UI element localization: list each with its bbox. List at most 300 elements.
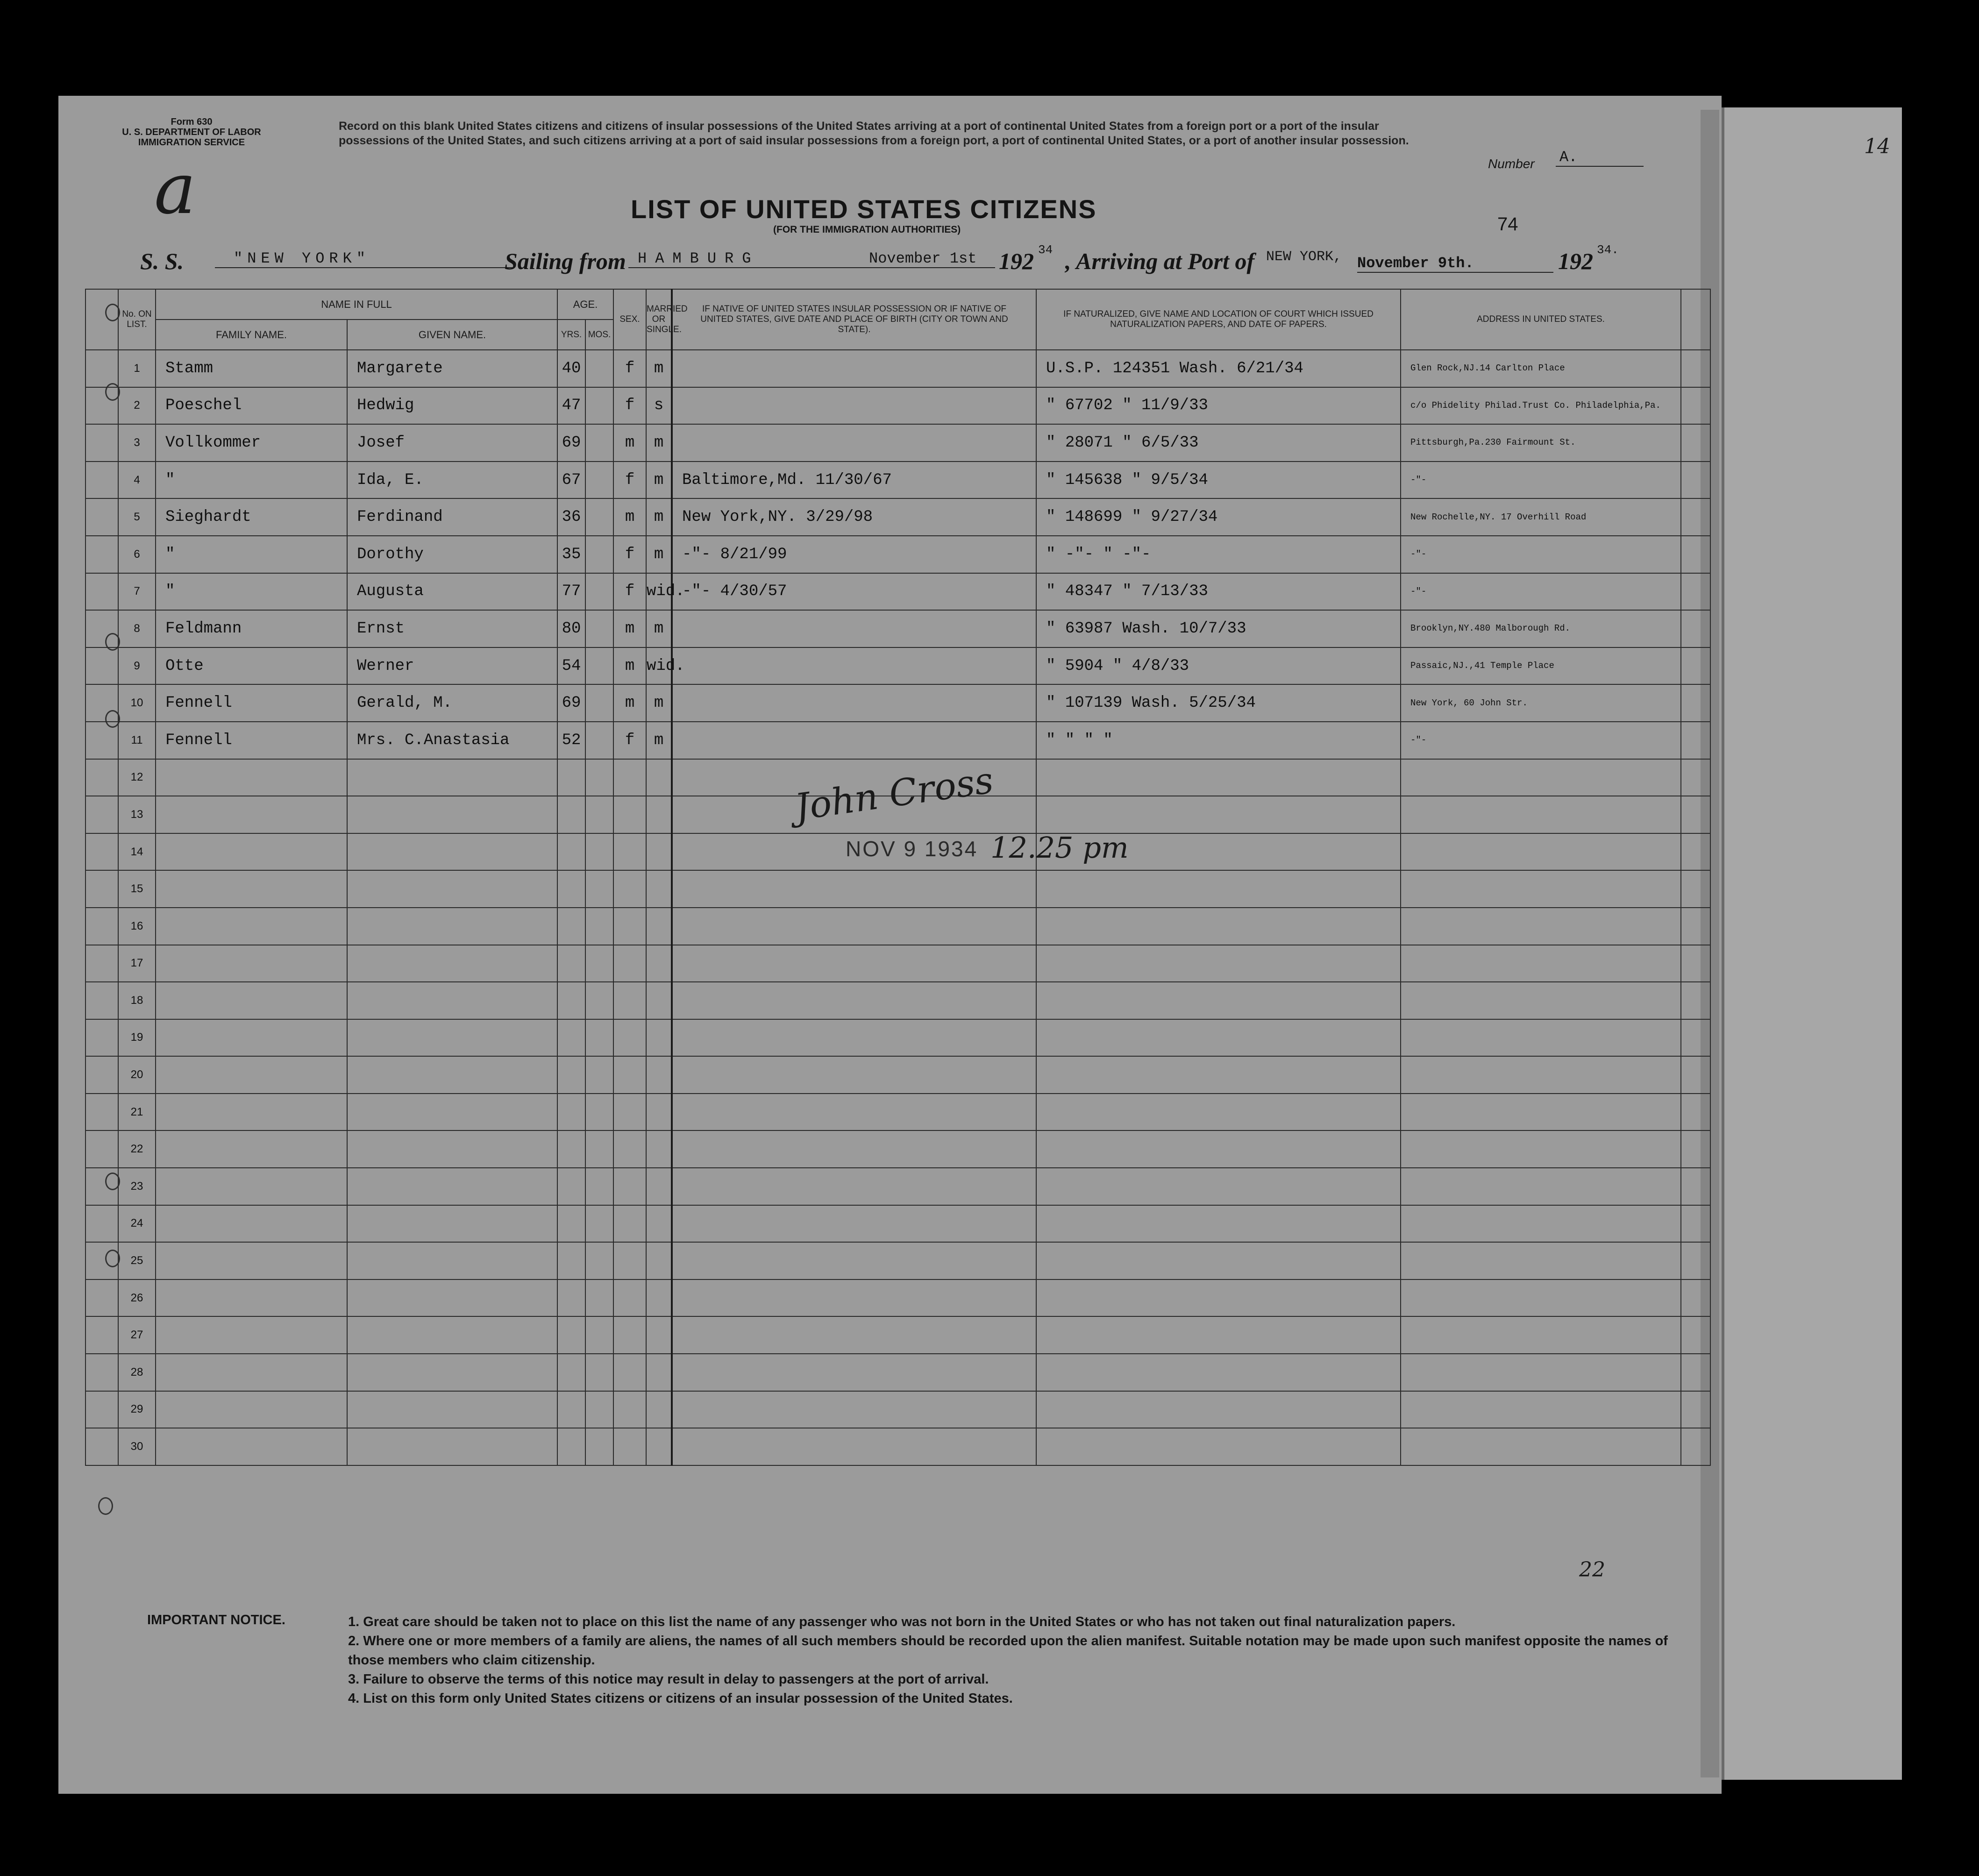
table-row bbox=[85, 498, 1710, 536]
sex-cell: m bbox=[613, 647, 646, 685]
naturalization-info-cell bbox=[1036, 1130, 1401, 1168]
naturalization-info-cell bbox=[1036, 1428, 1401, 1465]
margin-cell bbox=[85, 1354, 118, 1391]
age-years-cell bbox=[557, 945, 585, 982]
birth-info-cell bbox=[672, 1094, 1036, 1131]
birth-info-cell bbox=[672, 908, 1036, 945]
age-months-cell bbox=[585, 1428, 613, 1465]
marital-status-cell bbox=[646, 1168, 672, 1205]
marital-status-cell: wid. bbox=[646, 573, 672, 611]
age-years-cell bbox=[557, 982, 585, 1019]
address-cell bbox=[1401, 1019, 1681, 1057]
birth-info-cell bbox=[672, 1428, 1036, 1465]
given-name-cell bbox=[347, 908, 557, 945]
given-name-cell bbox=[347, 870, 557, 908]
row-number-cell: 23 bbox=[118, 1168, 156, 1205]
sex-cell bbox=[613, 1168, 646, 1205]
marital-status-cell: m bbox=[646, 350, 672, 387]
birth-info-cell: Baltimore,Md. 11/30/67 bbox=[672, 462, 1036, 499]
row-number-cell: 18 bbox=[118, 982, 156, 1019]
table-row bbox=[85, 1354, 1710, 1391]
margin-cell bbox=[85, 833, 118, 871]
sex-cell bbox=[613, 870, 646, 908]
birth-info-cell bbox=[672, 610, 1036, 647]
given-name-cell bbox=[347, 759, 557, 796]
age-years-cell bbox=[557, 1428, 585, 1465]
given-name-cell: Mrs. C.Anastasia bbox=[347, 722, 557, 759]
margin-right-cell bbox=[1681, 982, 1710, 1019]
family-name-cell bbox=[156, 870, 347, 908]
inspector-signature: John Cross bbox=[792, 759, 996, 829]
table-row bbox=[85, 982, 1710, 1019]
table-row bbox=[85, 908, 1710, 945]
age-months-cell bbox=[585, 1205, 613, 1243]
family-name-cell bbox=[156, 1242, 347, 1279]
family-name-cell: Poeschel bbox=[156, 387, 347, 425]
given-name-cell bbox=[347, 1205, 557, 1243]
family-name-cell bbox=[156, 1354, 347, 1391]
row-number-cell: 22 bbox=[118, 1130, 156, 1168]
family-name-cell: Vollkommer bbox=[156, 424, 347, 462]
margin-cell bbox=[85, 1019, 118, 1057]
table-row bbox=[85, 1056, 1710, 1094]
naturalization-info-cell: " 145638 " 9/5/34 bbox=[1036, 462, 1401, 499]
arrival-date: November 9th. bbox=[1357, 255, 1553, 273]
age-months-cell bbox=[585, 1130, 613, 1168]
marital-status-cell bbox=[646, 1094, 672, 1131]
sailing-year-overwrite: 34 bbox=[1038, 243, 1053, 257]
sailing-year: 192 bbox=[999, 248, 1034, 274]
margin-right-cell bbox=[1681, 462, 1710, 499]
table-row bbox=[85, 573, 1710, 611]
family-name-cell: Otte bbox=[156, 647, 347, 685]
margin-right-cell bbox=[1681, 387, 1710, 425]
margin-cell bbox=[85, 1242, 118, 1279]
table-row bbox=[85, 1391, 1710, 1428]
age-years-cell bbox=[557, 1354, 585, 1391]
address-cell bbox=[1401, 833, 1681, 871]
family-name-cell: Fennell bbox=[156, 722, 347, 759]
address-cell bbox=[1401, 908, 1681, 945]
col-sex-header: SEX. bbox=[613, 289, 646, 350]
sex-cell bbox=[613, 1094, 646, 1131]
naturalization-info-cell bbox=[1036, 759, 1401, 796]
address-cell bbox=[1401, 759, 1681, 796]
sex-cell bbox=[613, 1130, 646, 1168]
address-cell: Pittsburgh,Pa.230 Fairmount St. bbox=[1401, 424, 1681, 462]
sex-cell bbox=[613, 759, 646, 796]
sailing-date: November 1st bbox=[869, 250, 995, 268]
birth-info-cell bbox=[672, 982, 1036, 1019]
sex-cell: f bbox=[613, 722, 646, 759]
birth-info-cell: -"- 8/21/99 bbox=[672, 536, 1036, 573]
age-years-cell: 54 bbox=[557, 647, 585, 685]
naturalization-info-cell bbox=[1036, 870, 1401, 908]
given-name-cell: Ernst bbox=[347, 610, 557, 647]
given-name-cell: Ferdinand bbox=[347, 498, 557, 536]
margin-header bbox=[85, 289, 118, 350]
naturalization-info-cell bbox=[1036, 1019, 1401, 1057]
row-number-cell: 4 bbox=[118, 462, 156, 499]
birth-info-cell bbox=[672, 350, 1036, 387]
sex-cell bbox=[613, 1354, 646, 1391]
margin-cell bbox=[85, 870, 118, 908]
row-number-cell: 15 bbox=[118, 870, 156, 908]
given-name-cell bbox=[347, 945, 557, 982]
department-label: U. S. DEPARTMENT OF LABOR bbox=[122, 127, 261, 137]
age-years-cell bbox=[557, 1391, 585, 1428]
birth-info-cell: New York,NY. 3/29/98 bbox=[672, 498, 1036, 536]
table-row bbox=[85, 945, 1710, 982]
sex-cell bbox=[613, 1391, 646, 1428]
row-number-cell: 8 bbox=[118, 610, 156, 647]
family-name-cell: Feldmann bbox=[156, 610, 347, 647]
marital-status-cell bbox=[646, 833, 672, 871]
family-name-cell bbox=[156, 1205, 347, 1243]
margin-cell bbox=[85, 1205, 118, 1243]
birth-info-cell bbox=[672, 387, 1036, 425]
family-name-cell bbox=[156, 1316, 347, 1354]
row-number-cell: 3 bbox=[118, 424, 156, 462]
col-given-header: GIVEN NAME. bbox=[347, 320, 557, 350]
address-cell bbox=[1401, 945, 1681, 982]
row-number-cell: 16 bbox=[118, 908, 156, 945]
marital-status-cell: m bbox=[646, 424, 672, 462]
age-years-cell: 69 bbox=[557, 684, 585, 722]
given-name-cell: Hedwig bbox=[347, 387, 557, 425]
margin-cell bbox=[85, 796, 118, 833]
family-name-cell bbox=[156, 1391, 347, 1428]
marital-status-cell: m bbox=[646, 684, 672, 722]
age-years-cell: 69 bbox=[557, 424, 585, 462]
given-name-cell: Gerald, M. bbox=[347, 684, 557, 722]
birth-info-cell bbox=[672, 722, 1036, 759]
family-name-cell: " bbox=[156, 536, 347, 573]
margin-cell bbox=[85, 684, 118, 722]
marital-status-cell bbox=[646, 1428, 672, 1465]
marital-status-cell bbox=[646, 1354, 672, 1391]
naturalization-info-cell: " 107139 Wash. 5/25/34 bbox=[1036, 684, 1401, 722]
sex-cell bbox=[613, 1279, 646, 1317]
margin-right-cell bbox=[1681, 759, 1710, 796]
naturalization-info-cell bbox=[1036, 1242, 1401, 1279]
naturalization-info-cell bbox=[1036, 1316, 1401, 1354]
margin-right-cell bbox=[1681, 647, 1710, 685]
row-number-cell: 24 bbox=[118, 1205, 156, 1243]
address-cell bbox=[1401, 1094, 1681, 1131]
family-name-cell bbox=[156, 1056, 347, 1094]
margin-right-cell bbox=[1681, 945, 1710, 982]
birth-info-cell bbox=[672, 1130, 1036, 1168]
margin-cell bbox=[85, 759, 118, 796]
family-name-cell bbox=[156, 1130, 347, 1168]
arriving-label: , Arriving at Port of bbox=[1065, 248, 1255, 274]
row-number-cell: 28 bbox=[118, 1354, 156, 1391]
sex-cell bbox=[613, 1242, 646, 1279]
marital-status-cell: s bbox=[646, 387, 672, 425]
margin-right-cell bbox=[1681, 350, 1710, 387]
sex-cell: f bbox=[613, 350, 646, 387]
margin-cell bbox=[85, 908, 118, 945]
punch-hole-icon bbox=[98, 1497, 113, 1515]
sex-cell: f bbox=[613, 536, 646, 573]
row-number-cell: 11 bbox=[118, 722, 156, 759]
address-cell: -"- bbox=[1401, 573, 1681, 611]
birth-info-cell bbox=[672, 1205, 1036, 1243]
given-name-cell bbox=[347, 1279, 557, 1317]
marital-status-cell bbox=[646, 1130, 672, 1168]
given-name-cell bbox=[347, 1428, 557, 1465]
margin-right-cell bbox=[1681, 1056, 1710, 1094]
address-cell bbox=[1401, 1428, 1681, 1465]
ship-name: "NEW YORK" bbox=[215, 250, 514, 268]
margin-right-cell bbox=[1681, 1094, 1710, 1131]
margin-cell bbox=[85, 610, 118, 647]
sex-cell bbox=[613, 945, 646, 982]
marital-status-cell: m bbox=[646, 498, 672, 536]
age-months-cell bbox=[585, 1019, 613, 1057]
age-years-cell bbox=[557, 908, 585, 945]
sex-cell: f bbox=[613, 387, 646, 425]
given-name-cell: Augusta bbox=[347, 573, 557, 611]
naturalization-info-cell bbox=[1036, 1056, 1401, 1094]
address-cell: Brooklyn,NY.480 Malborough Rd. bbox=[1401, 610, 1681, 647]
given-name-cell bbox=[347, 1094, 557, 1131]
col-address-header: ADDRESS IN UNITED STATES. bbox=[1401, 289, 1681, 350]
given-name-cell bbox=[347, 1316, 557, 1354]
naturalization-info-cell bbox=[1036, 1354, 1401, 1391]
row-number-cell: 29 bbox=[118, 1391, 156, 1428]
age-years-cell: 67 bbox=[557, 462, 585, 499]
margin-cell bbox=[85, 573, 118, 611]
given-name-cell: Werner bbox=[347, 647, 557, 685]
naturalization-info-cell bbox=[1036, 1205, 1401, 1243]
number-value: A. bbox=[1556, 149, 1644, 167]
row-number-cell: 21 bbox=[118, 1094, 156, 1131]
marital-status-cell bbox=[646, 796, 672, 833]
corner-mark: 14 bbox=[1864, 135, 1890, 158]
row-number-cell: 5 bbox=[118, 498, 156, 536]
table-row bbox=[85, 1130, 1710, 1168]
age-months-cell bbox=[585, 1279, 613, 1317]
margin-right-cell bbox=[1681, 833, 1710, 871]
table-row bbox=[85, 610, 1710, 647]
naturalization-info-cell: " 67702 " 11/9/33 bbox=[1036, 387, 1401, 425]
age-years-cell bbox=[557, 1168, 585, 1205]
table-row bbox=[85, 350, 1710, 387]
margin-right-cell bbox=[1681, 870, 1710, 908]
sex-cell bbox=[613, 1316, 646, 1354]
sex-cell: f bbox=[613, 573, 646, 611]
age-years-cell: 36 bbox=[557, 498, 585, 536]
margin-right-cell bbox=[1681, 1391, 1710, 1428]
marital-status-cell bbox=[646, 1279, 672, 1317]
age-years-cell: 80 bbox=[557, 610, 585, 647]
table-row bbox=[85, 1168, 1710, 1205]
naturalization-info-cell bbox=[1036, 1391, 1401, 1428]
marital-status-cell: m bbox=[646, 722, 672, 759]
age-years-cell bbox=[557, 1130, 585, 1168]
family-name-cell bbox=[156, 796, 347, 833]
table-row bbox=[85, 722, 1710, 759]
margin-right-cell bbox=[1681, 1428, 1710, 1465]
citizens-table bbox=[85, 289, 1711, 1466]
age-months-cell bbox=[585, 833, 613, 871]
age-months-cell bbox=[585, 610, 613, 647]
address-cell bbox=[1401, 1279, 1681, 1317]
address-cell bbox=[1401, 1354, 1681, 1391]
row-number-cell: 19 bbox=[118, 1019, 156, 1057]
age-months-cell bbox=[585, 424, 613, 462]
marital-status-cell bbox=[646, 870, 672, 908]
margin-cell bbox=[85, 647, 118, 685]
family-name-cell bbox=[156, 1428, 347, 1465]
naturalization-info-cell bbox=[1036, 908, 1401, 945]
age-years-cell bbox=[557, 870, 585, 908]
marital-status-cell bbox=[646, 1242, 672, 1279]
margin-right-cell bbox=[1681, 573, 1710, 611]
family-name-cell: Fennell bbox=[156, 684, 347, 722]
table-row bbox=[85, 647, 1710, 685]
margin-right-cell bbox=[1681, 610, 1710, 647]
family-name-cell bbox=[156, 945, 347, 982]
sex-cell bbox=[613, 982, 646, 1019]
birth-info-cell bbox=[672, 1279, 1036, 1317]
time-stamp: 12.25 pm bbox=[990, 831, 1129, 865]
age-months-cell bbox=[585, 1242, 613, 1279]
margin-cell bbox=[85, 722, 118, 759]
birth-info-cell bbox=[672, 1168, 1036, 1205]
row-number-cell: 6 bbox=[118, 536, 156, 573]
age-years-cell bbox=[557, 1019, 585, 1057]
col-mos-header: MOS. bbox=[585, 320, 613, 350]
age-years-cell: 35 bbox=[557, 536, 585, 573]
age-months-cell bbox=[585, 982, 613, 1019]
arrival-year-overwrite: 34. bbox=[1597, 243, 1619, 257]
age-months-cell bbox=[585, 573, 613, 611]
age-months-cell bbox=[585, 759, 613, 796]
naturalization-info-cell: " 63987 Wash. 10/7/33 bbox=[1036, 610, 1401, 647]
naturalization-info-cell bbox=[1036, 945, 1401, 982]
birth-info-cell bbox=[672, 1242, 1036, 1279]
marital-status-cell: m bbox=[646, 462, 672, 499]
table-row bbox=[85, 1428, 1710, 1465]
row-number-cell: 14 bbox=[118, 833, 156, 871]
birth-info-cell: -"- 4/30/57 bbox=[672, 573, 1036, 611]
table-row bbox=[85, 1279, 1710, 1317]
margin-right-cell bbox=[1681, 1205, 1710, 1243]
sex-cell bbox=[613, 796, 646, 833]
age-months-cell bbox=[585, 536, 613, 573]
age-months-cell bbox=[585, 1391, 613, 1428]
table-row bbox=[85, 1205, 1710, 1243]
age-years-cell: 47 bbox=[557, 387, 585, 425]
page-number: 22 bbox=[1579, 1558, 1605, 1582]
age-months-cell bbox=[585, 908, 613, 945]
naturalization-info-cell: " -"- " -"- bbox=[1036, 536, 1401, 573]
family-name-cell: Sieghardt bbox=[156, 498, 347, 536]
margin-cell bbox=[85, 982, 118, 1019]
age-months-cell bbox=[585, 870, 613, 908]
marital-status-cell bbox=[646, 1205, 672, 1243]
address-cell bbox=[1401, 1130, 1681, 1168]
naturalization-info-cell bbox=[1036, 1094, 1401, 1131]
page-subtitle: (FOR THE IMMIGRATION AUTHORITIES) bbox=[773, 224, 961, 235]
margin-right-cell bbox=[1681, 424, 1710, 462]
handwritten-letter: a bbox=[154, 149, 196, 230]
margin-cell bbox=[85, 1316, 118, 1354]
given-name-cell: Ida, E. bbox=[347, 462, 557, 499]
age-months-cell bbox=[585, 722, 613, 759]
col-yrs-header: YRS. bbox=[557, 320, 585, 350]
row-number-cell: 7 bbox=[118, 573, 156, 611]
age-years-cell bbox=[557, 1056, 585, 1094]
margin-right-cell bbox=[1681, 1242, 1710, 1279]
family-name-cell bbox=[156, 759, 347, 796]
margin-cell bbox=[85, 1428, 118, 1465]
sex-cell: m bbox=[613, 498, 646, 536]
age-months-cell bbox=[585, 684, 613, 722]
age-months-cell bbox=[585, 1056, 613, 1094]
row-number-cell: 30 bbox=[118, 1428, 156, 1465]
given-name-cell bbox=[347, 796, 557, 833]
sex-cell bbox=[613, 833, 646, 871]
address-cell bbox=[1401, 1316, 1681, 1354]
margin-cell bbox=[85, 498, 118, 536]
birth-info-cell bbox=[672, 1019, 1036, 1057]
marital-status-cell bbox=[646, 982, 672, 1019]
col-family-header: FAMILY NAME. bbox=[156, 320, 347, 350]
address-cell: Passaic,NJ.,41 Temple Place bbox=[1401, 647, 1681, 685]
age-years-cell: 77 bbox=[557, 573, 585, 611]
row-number-cell: 26 bbox=[118, 1279, 156, 1317]
naturalization-info-cell bbox=[1036, 1168, 1401, 1205]
marital-status-cell bbox=[646, 945, 672, 982]
given-name-cell: Dorothy bbox=[347, 536, 557, 573]
age-months-cell bbox=[585, 945, 613, 982]
notice-item: 4. List on this form only United States citizens or citizens of an insular possession of the United States. bbox=[348, 1691, 1013, 1706]
date-stamp: NOV 9 1934 bbox=[846, 837, 978, 861]
birth-info-cell bbox=[672, 870, 1036, 908]
given-name-cell bbox=[347, 833, 557, 871]
notice-item: 2. Where one or more members of a family are aliens, the names of all such members should be recorded upon the alien manifest. Suitable notation may be made upon such manifest opposite the names of those members who claim citizenship. bbox=[348, 1634, 1668, 1668]
age-years-cell bbox=[557, 833, 585, 871]
marital-status-cell: m bbox=[646, 536, 672, 573]
given-name-cell bbox=[347, 1019, 557, 1057]
age-months-cell bbox=[585, 1354, 613, 1391]
address-cell bbox=[1401, 1168, 1681, 1205]
address-cell bbox=[1401, 982, 1681, 1019]
birth-info-cell bbox=[672, 684, 1036, 722]
margin-right-cell bbox=[1681, 796, 1710, 833]
naturalization-info-cell: " 28071 " 6/5/33 bbox=[1036, 424, 1401, 462]
row-number-cell: 25 bbox=[118, 1242, 156, 1279]
address-cell: New York, 60 John Str. bbox=[1401, 684, 1681, 722]
given-name-cell bbox=[347, 1130, 557, 1168]
family-name-cell bbox=[156, 1094, 347, 1131]
row-number-cell: 9 bbox=[118, 647, 156, 685]
margin-right-cell bbox=[1681, 536, 1710, 573]
birth-info-cell bbox=[672, 1316, 1036, 1354]
row-number-cell: 17 bbox=[118, 945, 156, 982]
naturalization-info-cell: " 48347 " 7/13/33 bbox=[1036, 573, 1401, 611]
family-name-cell: Stamm bbox=[156, 350, 347, 387]
address-cell: New Rochelle,NY. 17 Overhill Road bbox=[1401, 498, 1681, 536]
sex-cell: m bbox=[613, 684, 646, 722]
family-name-cell: " bbox=[156, 573, 347, 611]
table-row bbox=[85, 462, 1710, 499]
address-cell bbox=[1401, 1056, 1681, 1094]
